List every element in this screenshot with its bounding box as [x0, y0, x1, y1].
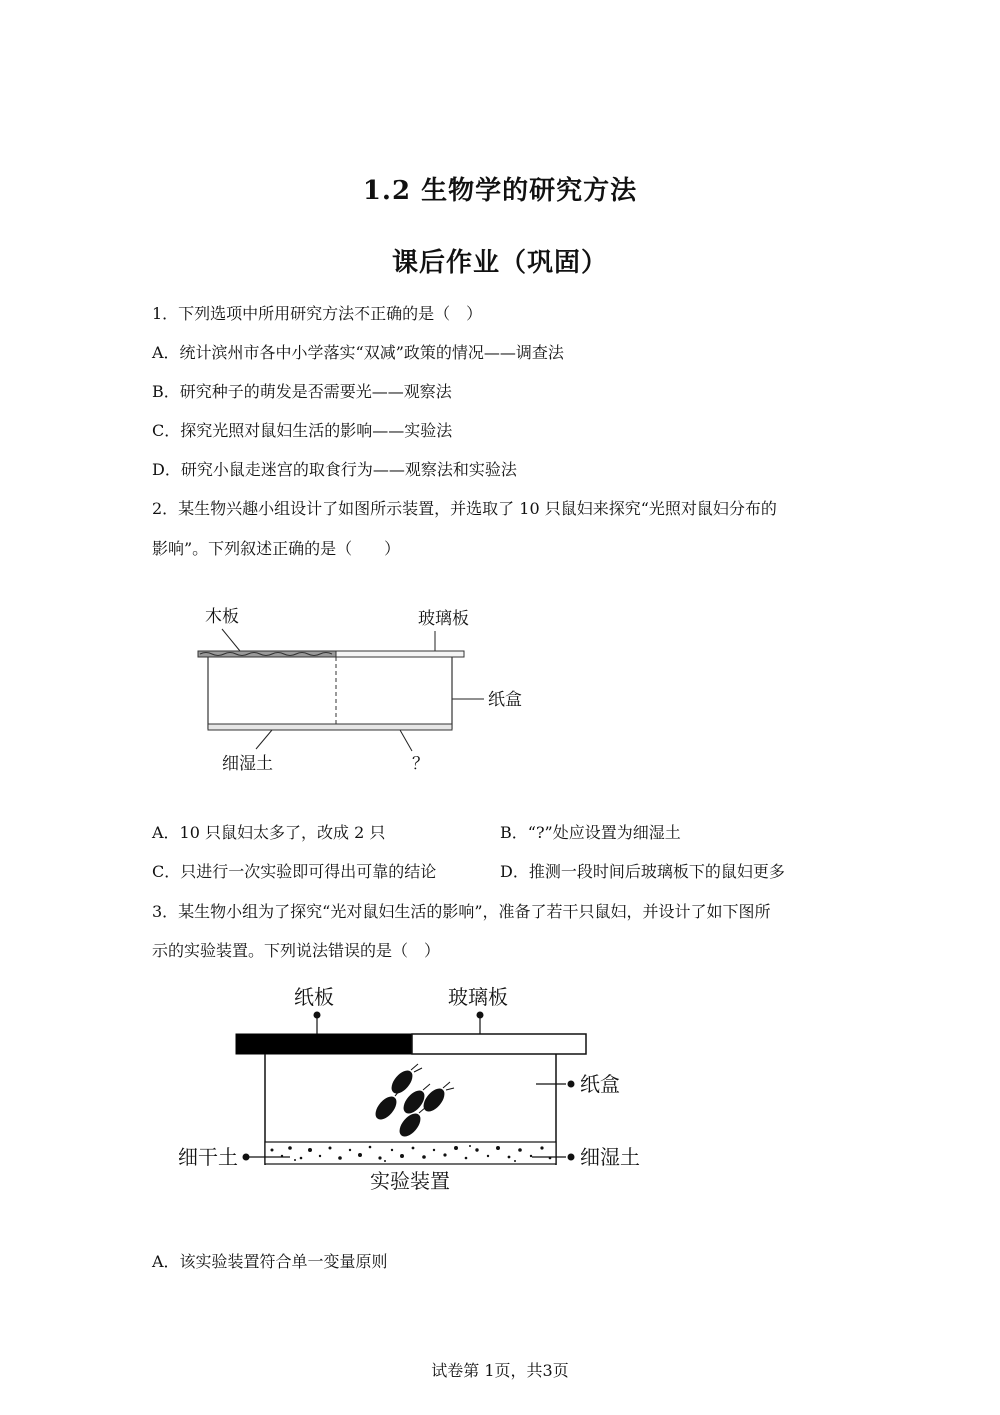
q2-label-box: 纸盒 [488, 690, 522, 710]
q3-label-wet-soil: 细湿土 [580, 1145, 640, 1169]
q2-label-wood: 木板 [205, 607, 239, 627]
q1-option-c: C．探究光照对鼠妇生活的影响——实验法 [152, 421, 453, 440]
q2-option-b: B．“?”处应设置为细湿土 [500, 823, 681, 842]
q2-label-soil: 细湿土 [222, 754, 273, 774]
q3-label-dry-soil: 细干土 [178, 1145, 238, 1169]
q3-label-paper: 纸板 [294, 985, 334, 1009]
q3-caption: 实验装置 [370, 1169, 450, 1193]
q1-option-a: A．统计滨州市各中小学落实“双减”政策的情况——调查法 [152, 343, 564, 362]
q3-glass-board [412, 1034, 586, 1054]
q2-label-glass: 玻璃板 [418, 609, 469, 629]
q3-label-box: 纸盒 [580, 1072, 620, 1096]
page-title: 1.2 生物学的研究方法 [362, 176, 638, 206]
q2-wood-board [198, 651, 336, 657]
page-footer: 试卷第 1页，共3页 [431, 1361, 569, 1380]
q3-soil-layer [265, 1142, 556, 1164]
q2-stem-line1: 2．某生物兴趣小组设计了如图所示装置，并选取了 10 只鼠妇来探究“光照对鼠妇分布的 [152, 499, 777, 518]
q2-option-c: C．只进行一次实验即可得出可靠的结论 [152, 862, 437, 881]
q2-glass-board [336, 651, 464, 657]
q2-option-a: A．10 只鼠妇太多了，改成 2 只 [152, 823, 386, 842]
q3-label-glass: 玻璃板 [448, 985, 508, 1009]
q1-option-b: B．研究种子的萌发是否需要光——观察法 [152, 382, 452, 401]
page-subtitle: 课后作业（巩固） [391, 248, 608, 278]
q3-figure [170, 980, 660, 1200]
q3-paper-board [236, 1034, 412, 1054]
q2-figure [180, 595, 540, 780]
q3-woodlice [372, 1064, 454, 1139]
q2-label-unknown: ？ [412, 754, 429, 774]
q2-soil-layer [208, 724, 452, 730]
q1-option-d: D．研究小鼠走迷宫的取食行为——观察法和实验法 [152, 460, 517, 479]
q3-stem-line2: 示的实验装置。下列说法错误的是（ ） [152, 941, 441, 960]
q2-option-d: D．推测一段时间后玻璃板下的鼠妇更多 [500, 862, 785, 881]
q3-option-a: A．该实验装置符合单一变量原则 [152, 1252, 388, 1271]
q2-stem-line2: 影响”。下列叙述正确的是（ ） [152, 539, 401, 558]
q1-stem: 1．下列选项中所用研究方法不正确的是（ ） [152, 304, 483, 323]
q3-stem-line1: 3．某生物小组为了探究“光对鼠妇生活的影响”，准备了若干只鼠妇，并设计了如下图所 [152, 902, 771, 921]
